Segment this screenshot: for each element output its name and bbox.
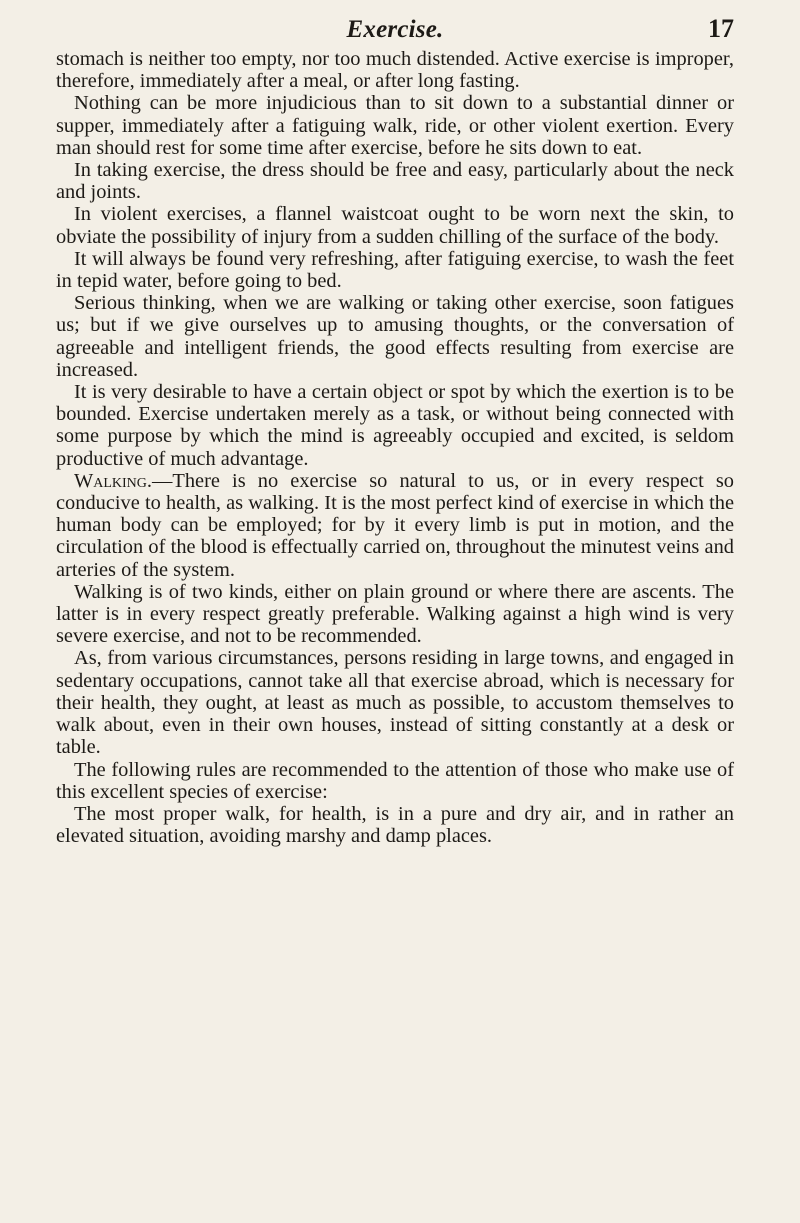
paragraph: In taking exercise, the dress should be free and easy, particularly about the neck and joints. <box>56 159 734 204</box>
paragraph: Serious thinking, when we are walking or taking other exercise, soon fatigues us; but if we give ourselves up to amusing thoughts, or the conversation of agreeable and intelligent friends, the good effects resulting from exercise are increased. <box>56 292 734 381</box>
paragraph: The most proper walk, for health, is in a pure and dry air, and in rather an elevated situation, avoiding marshy and damp places. <box>56 802 734 848</box>
paragraph: It is very desirable to have a certain object or spot by which the exertion is to be bounded. Exercise undertaken merely as a task, or without being connected with some purpose by which the mind is agreeably occupied and excited, is seldom productive of much advantage. <box>56 381 734 470</box>
paragraph: As, from various circumstances, persons residing in large towns, and engaged in sedentary occupations, cannot take all that exercise abroad, which is necessary for their health, they ought, at least as much as possible, to accustom themselves to walk about, even in their own houses, instead of sitting constantly at a desk or table. <box>56 647 734 759</box>
paragraph: The following rules are recommended to the attention of those who make use of this excellent species of exercise: <box>56 758 734 803</box>
page-number: 17 <box>708 14 734 43</box>
paragraph: In violent exercises, a flannel waistcoat ought to be worn next the skin, to obviate the possibility of injury from a sudden chilling of the surface of the body. <box>56 203 734 248</box>
paragraph: Nothing can be more injudicious than to sit down to a substantial dinner or supper, immediately after a fatiguing walk, ride, or other violent exertion. Every man should rest for some time after exercise, before he sits down to eat. <box>56 92 734 159</box>
body-text <box>56 48 734 847</box>
paragraph: Walking is of two kinds, either on plain ground or where there are ascents. The latter is in every respect greatly preferable. Walking against a high wind is very severe exercise, and not to be recommended. <box>56 580 734 648</box>
paragraph: It will always be found very refreshing, after fatiguing exercise, to wash the feet in tepid water, before going to bed. <box>56 247 734 293</box>
walking-paragraph <box>56 470 734 581</box>
section-heading-walking: Walking. <box>74 469 152 492</box>
running-head <box>56 10 734 48</box>
walking-text: —There is no exercise so natural to us, or in every respect so conducive to health, as walking. It is the most perfect kind of exercise in which the human body can be employed; for by it every limb is put in motion, and the circulation of the blood is effectually carried on, throughout the minutest veins and arteries of the system. <box>56 469 734 581</box>
running-title: Exercise. <box>346 16 444 43</box>
paragraph: stomach is neither too empty, nor too much distended. Active exercise is improper, therefore, immediately after a meal, or after long fasting. <box>56 48 734 93</box>
